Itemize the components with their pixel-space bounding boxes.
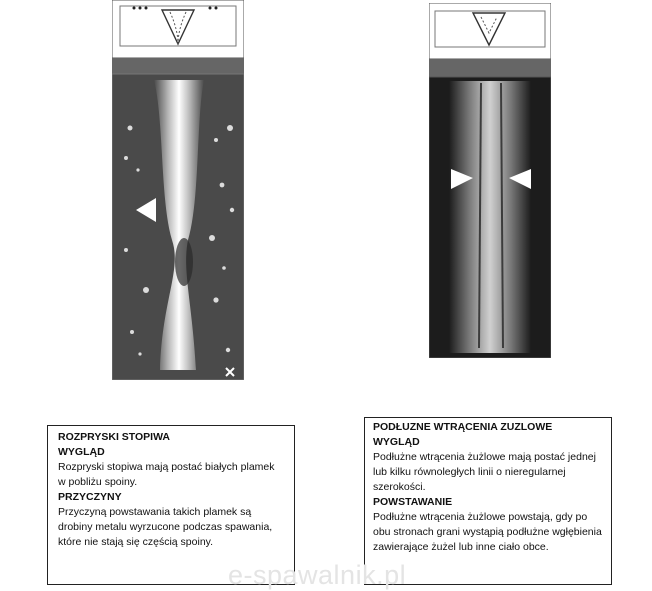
appearance-heading: WYGLĄD bbox=[58, 446, 105, 458]
formation-heading: POWSTAWANIE bbox=[373, 496, 453, 508]
film-band bbox=[112, 58, 244, 74]
causes-text: Przyczyną powstawania takich plamek są drobiny metalu wyrzucone podczas spawania, które nie stają się częścią spoiny. bbox=[58, 506, 273, 548]
formation-text: Podłużne wtrącenia żużlowe powstają, gdy po obu stronach grani wystąpią podłużne wgłębienia zawierające żużel lub inne ciało obce. bbox=[373, 511, 602, 553]
film-band bbox=[429, 59, 551, 77]
watermark: e-spawalnik.pl bbox=[228, 560, 407, 590]
right-radiograph-panel bbox=[429, 3, 551, 358]
left-radiograph bbox=[112, 0, 244, 380]
weld-bead bbox=[449, 81, 531, 353]
causes-heading: PRZYCZYNY bbox=[58, 491, 122, 503]
defect-title: PODŁUZNE WTRĄCENIA ZUZLOWE bbox=[373, 421, 553, 433]
right-radiograph bbox=[429, 3, 551, 358]
appearance-text: Rozpryski stopiwa mają postać białych plamek w pobliżu spoiny. bbox=[58, 461, 275, 488]
appearance-heading: WYGLĄD bbox=[373, 436, 420, 448]
left-radiograph-panel bbox=[112, 0, 244, 380]
appearance-text: Podłużne wtrącenia żużlowe mają postać jednej lub kilku równoległych linii o nieregularnej szerokości. bbox=[373, 451, 596, 493]
defect-title: ROZPRYSKI STOPIWA bbox=[58, 431, 171, 443]
